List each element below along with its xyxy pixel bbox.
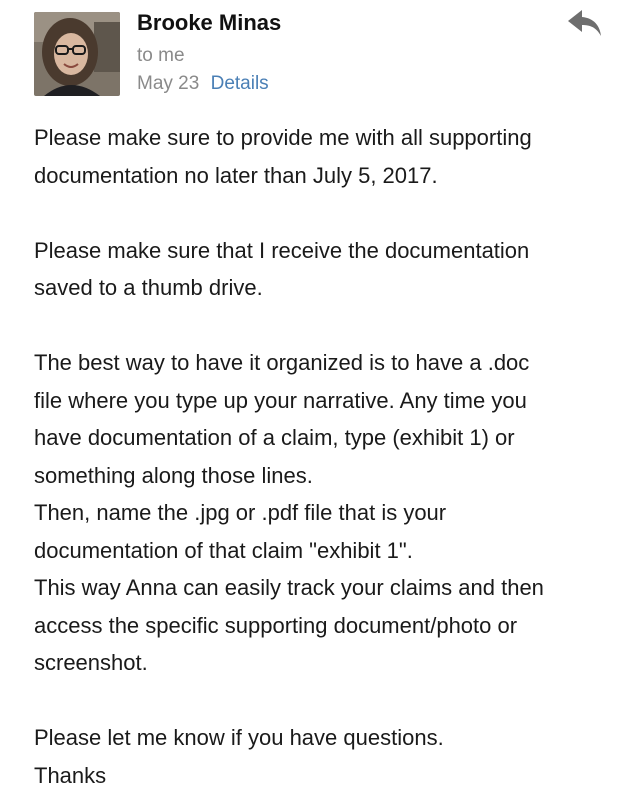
- date-row: [137, 72, 269, 96]
- avatar[interactable]: [34, 12, 120, 96]
- person-photo-icon: [34, 12, 120, 96]
- email-date: May 23: [137, 73, 199, 94]
- body-line: saved to a thumb drive.: [34, 269, 624, 307]
- details-link[interactable]: Details: [211, 73, 269, 94]
- reply-button[interactable]: [566, 8, 604, 40]
- body-line: The best way to have it organized is to have a .doc: [34, 344, 624, 382]
- body-line: This way Anna can easily track your claims and then: [34, 569, 624, 607]
- body-line: documentation of that claim "exhibit 1".: [34, 532, 624, 570]
- recipient-line: to me: [137, 44, 185, 68]
- body-line: access the specific supporting document/photo or: [34, 607, 624, 645]
- reply-arrow-icon: [566, 8, 604, 40]
- body-line: Please make sure to provide me with all supporting: [34, 119, 624, 157]
- body-line: documentation no later than July 5, 2017.: [34, 157, 624, 195]
- paragraph-gap: [34, 307, 624, 345]
- body-line: Please let me know if you have questions.: [34, 719, 624, 757]
- body-line: have documentation of a claim, type (exhibit 1) or: [34, 419, 624, 457]
- sender-name: Brooke Minas: [137, 10, 281, 36]
- body-line: file where you type up your narrative. Any time you: [34, 382, 624, 420]
- paragraph-gap: [34, 682, 624, 720]
- body-line: something along those lines.: [34, 457, 624, 495]
- body-line: screenshot.: [34, 644, 624, 682]
- email-header: [0, 0, 640, 108]
- body-line: Thanks: [34, 757, 624, 794]
- body-line: Then, name the .jpg or .pdf file that is your: [34, 494, 624, 532]
- paragraph-gap: [34, 194, 624, 232]
- body-line: Please make sure that I receive the documentation: [34, 232, 624, 270]
- email-body: [34, 119, 624, 794]
